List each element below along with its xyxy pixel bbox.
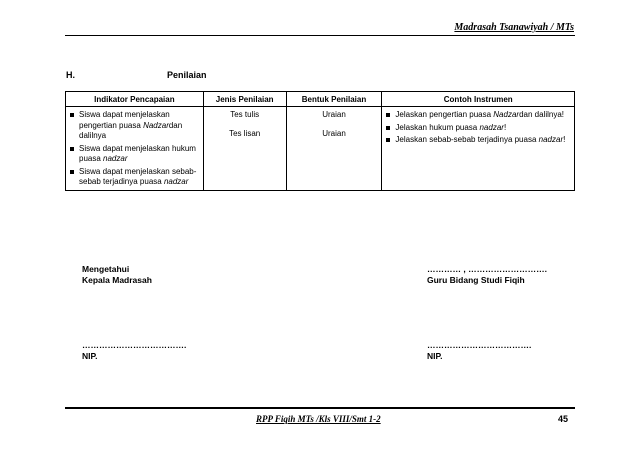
left-signature-block (82, 340, 186, 362)
bentuk-value: Uraian (322, 110, 346, 119)
nip-label: NIP. (427, 351, 443, 361)
list-item: Jelaskan hukum puasa nadzar! (385, 123, 571, 134)
list-item: Siswa dapat menjelaskan sebab-sebab terjadinya puasa nadzar (69, 167, 200, 188)
jenis-cell (203, 107, 286, 191)
table-header-row (66, 92, 575, 107)
footer-title: RPP Fiqih MTs /Kls VIII/Smt 1-2 (256, 414, 381, 424)
page-number: 45 (558, 414, 569, 424)
column-header: Indikator Pencapaian (66, 92, 204, 107)
right-signature-heading (427, 264, 547, 286)
list-item: Jelaskan pengertian puasa Nadzardan dalilnya! (385, 110, 571, 121)
signature-dots: ………………………………. (82, 340, 187, 350)
indikator-cell (66, 107, 204, 191)
right-signature-block (427, 340, 531, 362)
table-row (66, 107, 575, 191)
column-header: Jenis Penilaian (203, 92, 286, 107)
mengetahui-label: Mengetahui (82, 264, 130, 274)
list-item: Siswa dapat menjelaskan hukum puasa nadzar (69, 144, 200, 165)
date-place-dots: ………… , ………………………. (427, 264, 547, 274)
nip-label: NIP. (82, 351, 98, 361)
document-header-title: Madrasah Tsanawiyah / MTs (454, 22, 574, 33)
list-item: Jelaskan sebab-sebab terjadinya puasa nadzar! (385, 135, 571, 146)
section-title: Penilaian (167, 70, 207, 80)
signature-dots: ………………………………. (427, 340, 532, 350)
assessment-table (65, 91, 575, 191)
footer-divider (65, 407, 575, 409)
header-divider (65, 35, 575, 36)
column-header: Contoh Instrumen (382, 92, 575, 107)
guru-label: Guru Bidang Studi Fiqih (427, 275, 525, 285)
jenis-tes-tulis: Tes tulis (230, 110, 260, 119)
jenis-tes-lisan: Tes lisan (229, 128, 261, 138)
bentuk-value: Uraian (322, 128, 346, 138)
left-signature-heading (82, 264, 152, 286)
section-letter: H. (66, 70, 75, 80)
bentuk-cell (286, 107, 382, 191)
kepala-madrasah-label: Kepala Madrasah (82, 275, 152, 285)
column-header: Bentuk Penilaian (286, 92, 382, 107)
instrumen-cell (382, 107, 575, 191)
list-item: Siswa dapat menjelaskan pengertian puasa Nadzardan dalilnya (69, 110, 200, 142)
